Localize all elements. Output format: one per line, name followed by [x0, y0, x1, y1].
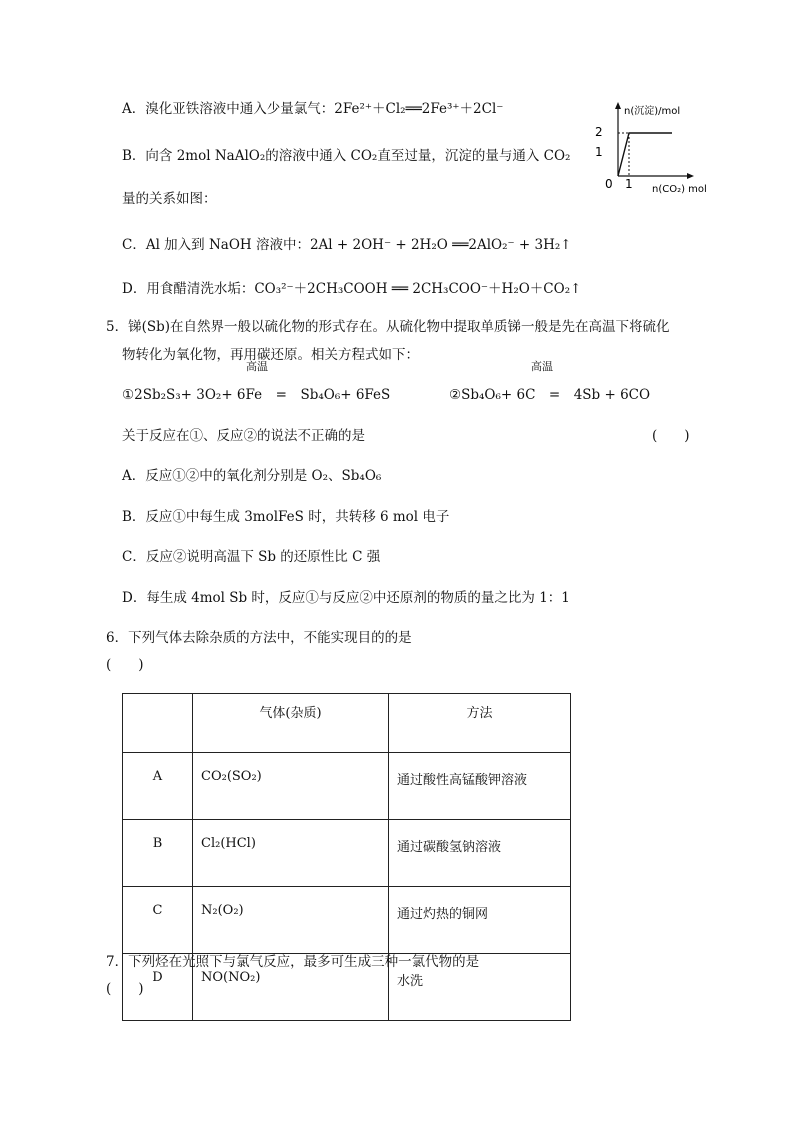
graph-y-tick-1: 1	[595, 145, 603, 159]
q4-option-a: A．溴化亚铁溶液中通入少量氯气：2Fe²⁺＋Cl₂══2Fe³⁺＋2Cl⁻	[122, 101, 504, 117]
graph-x-tick-0: 0	[605, 177, 613, 191]
table-cell-option: D	[123, 954, 193, 1021]
table-row	[123, 753, 571, 820]
table-cell-method: 通过灼热的铜网	[389, 887, 571, 954]
table-cell-method: 通过酸性高锰酸钾溶液	[389, 753, 571, 820]
q4-option-c: C．Al 加入到 NaOH 溶液中：2Al + 2OH⁻ + 2H₂O ══2AlO₂⁻ + 3H₂↑	[122, 237, 572, 253]
table-cell-gas: Cl₂(HCl)	[193, 820, 389, 887]
q5-equation-1: ①2Sb₂S₃+ 3O₂+ 6Fe = Sb₄O₆+ 6FeS	[122, 387, 391, 403]
q4-option-b-line1: B．向含 2mol NaAlO₂的溶液中通入 CO₂直至过量，沉淀的量与通入 CO₂	[122, 148, 571, 164]
q7-answer-bracket: ( )	[106, 981, 144, 997]
graph-x-tick-1: 1	[625, 177, 633, 191]
table-cell-method: 水洗	[389, 954, 571, 1021]
q5-option-d: D．每生成 4mol Sb 时，反应①与反应②中还原剂的物质的量之比为 1：1	[122, 590, 570, 606]
table-cell-gas: NO(NO₂)	[193, 954, 389, 1021]
graph-y-label: n(沉淀)/mol	[624, 106, 681, 117]
table-cell-gas: N₂(O₂)	[193, 887, 389, 954]
table-header-cell: 方法	[389, 694, 571, 753]
precipitate-graph	[590, 100, 730, 200]
q6-answer-bracket: ( )	[106, 657, 144, 673]
q5-condition-2: 高温	[531, 360, 553, 373]
table-header-cell	[123, 694, 193, 753]
table-row	[123, 887, 571, 954]
table-header-row	[123, 694, 571, 753]
graph-x-label: n(CO₂) mol	[652, 184, 707, 195]
q5-question: 关于反应在①、反应②的说法不正确的是	[122, 428, 365, 444]
table-cell-option: B	[123, 820, 193, 887]
table-row	[123, 820, 571, 887]
graph-y-tick-2: 2	[595, 125, 603, 139]
table-header-cell: 气体(杂质)	[193, 694, 389, 753]
q5-option-a: A．反应①②中的氧化剂分别是 O₂、Sb₄O₆	[122, 468, 382, 484]
q5-option-b: B．反应①中每生成 3molFeS 时，共转移 6 mol 电子	[122, 509, 450, 525]
q4-option-b-line2: 量的关系如图：	[122, 191, 217, 207]
q6-table	[122, 693, 571, 1021]
q5-answer-bracket: ( )	[652, 428, 690, 444]
table-cell-gas: CO₂(SO₂)	[193, 753, 389, 820]
q7-stem: 7．下列烃在光照下与氯气反应，最多可生成三种一氯代物的是	[106, 954, 480, 970]
q5-stem-line2: 物转化为氧化物，再用碳还原。相关方程式如下：	[122, 347, 419, 363]
q6-stem: 6．下列气体去除杂质的方法中，不能实现目的的是	[106, 630, 412, 646]
q5-equation-2: ②Sb₄O₆+ 6C = 4Sb + 6CO	[449, 387, 651, 403]
q4-option-d: D．用食醋清洗水垢：CO₃²⁻＋2CH₃COOH ══ 2CH₃COO⁻＋H₂O＋CO₂↑	[122, 281, 582, 297]
q5-condition-1: 高温	[246, 360, 268, 373]
table-cell-option: C	[123, 887, 193, 954]
q5-option-c: C．反应②说明高温下 Sb 的还原性比 C 强	[122, 549, 381, 565]
table-cell-option: A	[123, 753, 193, 820]
table-cell-method: 通过碳酸氢钠溶液	[389, 820, 571, 887]
q5-stem-line1: 5．锑(Sb)在自然界一般以硫化物的形式存在。从硫化物中提取单质锑一般是先在高温下将硫化	[106, 319, 670, 335]
